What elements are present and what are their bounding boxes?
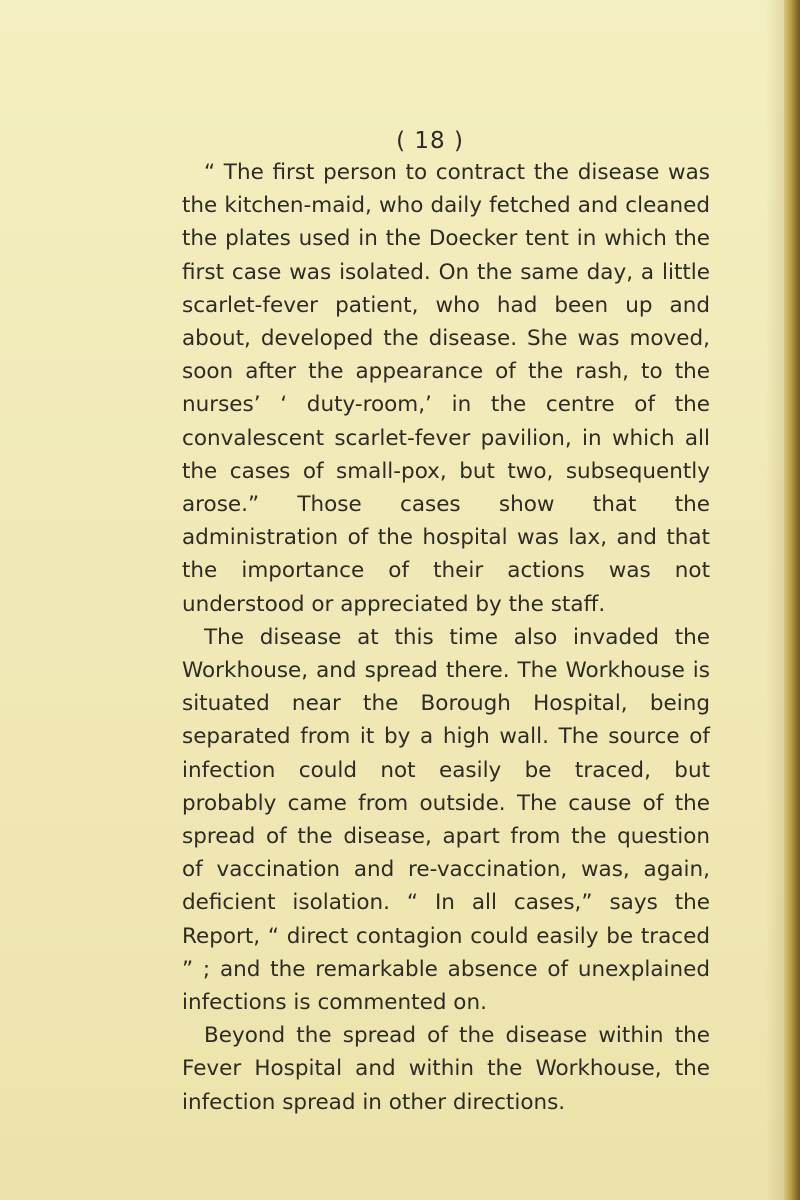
paragraph: Beyond the spread of the disease within the Fever Hospital and within the Workhouse, the infection spread in other directions.	[182, 1023, 710, 1115]
page-number: ( 18 )	[396, 128, 464, 154]
page-edge	[784, 0, 800, 1200]
paragraph: “ The first person to contract the disease was the kitchen-maid, who daily fetched and cleaned the plates used in the Doecker tent in which the first case was isolated. On the same day, a little scarlet-fever patient, who had been up and about, developed the disease. She was moved, soon after the appearance of the rash, to the nurses’ ‘ duty-room,’ in the centre of the convalescent scarlet-fever pavilion, in which all the cases of small-pox, but two, subsequently arose.” Those cases show that the administration of the hospital was lax, and that the importance of their actions was not understood or appreciated by the staff.	[182, 160, 710, 617]
body-text	[182, 156, 710, 1119]
paragraph: The disease at this time also invaded the Workhouse, and spread there. The Workhouse is situated near the Borough Hospital, being separated from it by a high wall. The source of infection could not easily be traced, but probably came from outside. The cause of the spread of the disease, apart from the question of vaccination and re-vaccination, was, again, deficient isolation. “ In all cases,” says the Report, “ direct contagion could easily be traced ” ; and the remarkable absence of unexplained infections is commented on.	[182, 624, 710, 1016]
page-edge-shadow	[766, 0, 784, 1200]
